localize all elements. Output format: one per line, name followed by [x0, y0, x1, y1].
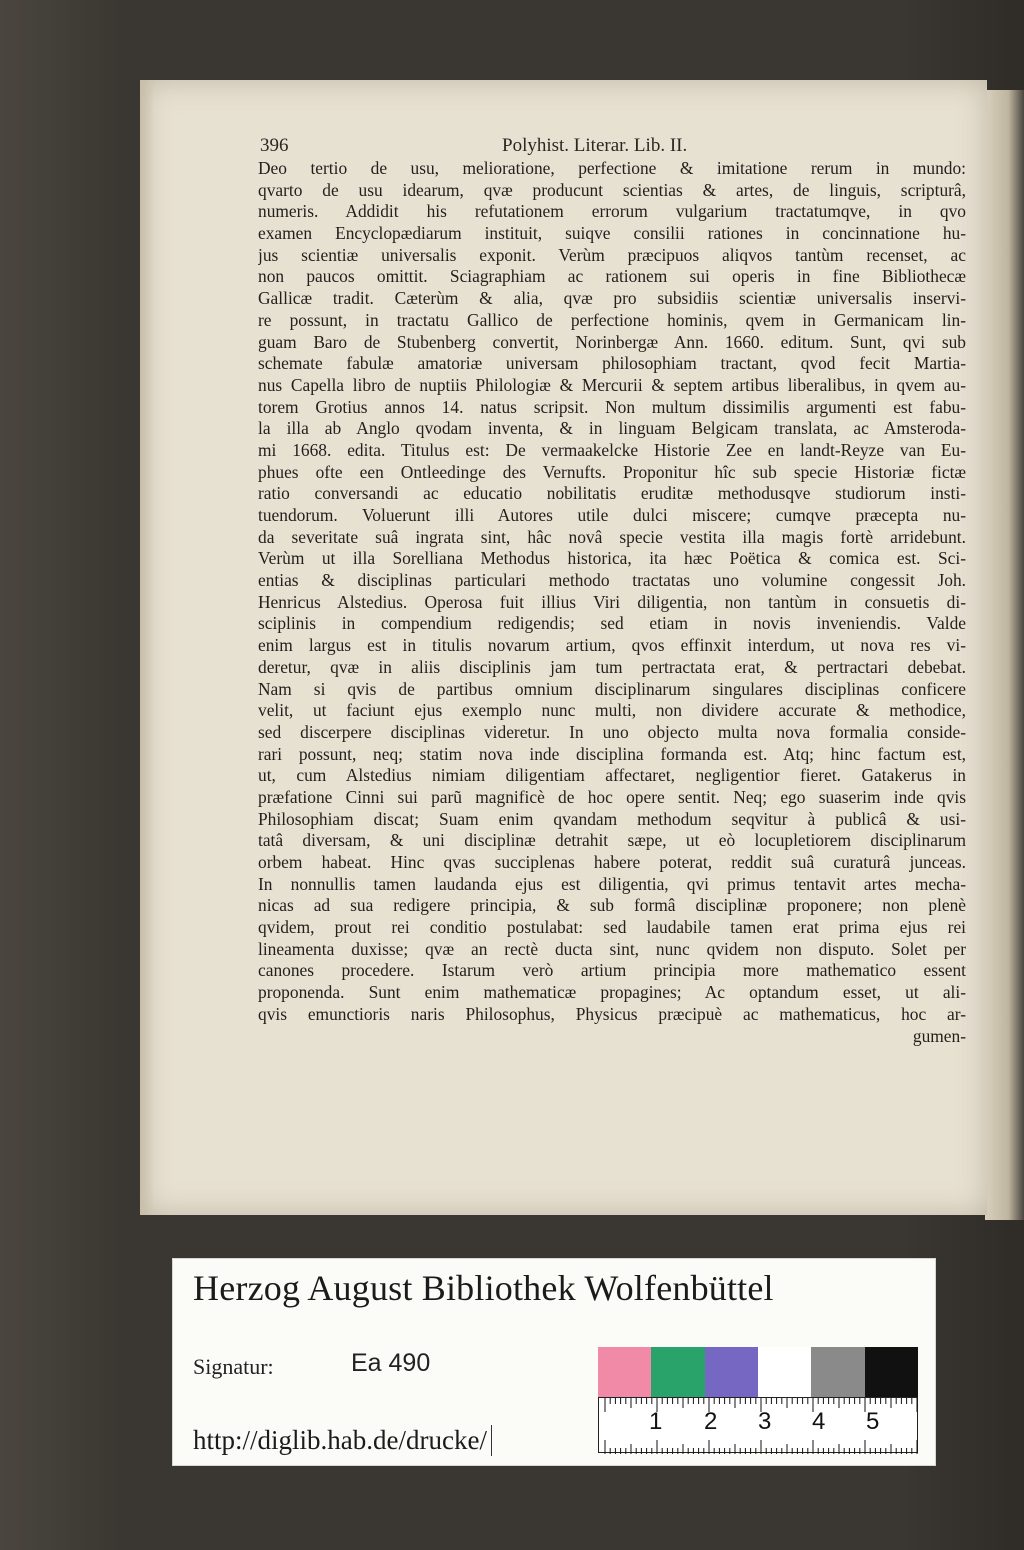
- text-line: da severitate suâ ingrata sint, hâc novâ specie vestita illa magis fortè arridebunt.: [258, 526, 966, 547]
- text-line: phues ofte een Ontleedinge des Vernufts. Proponitur hîc sub specie Historiæ fictæ: [258, 461, 966, 482]
- color-swatch: [865, 1347, 918, 1397]
- text-line: re possunt, in tractatu Gallico de perfectione hominis, qvem in Germanicam lin-: [258, 309, 966, 330]
- text-line: tuendorum. Voluerunt illi Autores utile dulci miscere; cumqve præcepta nu-: [258, 505, 966, 525]
- text-line: jus scientiæ universalis exponit. Verùm præcipuos aliqvos tantùm recenset, ac: [258, 244, 966, 265]
- color-swatch: [811, 1347, 864, 1397]
- text-line: entias & disciplinas particulari methodo tractatas uno volumine congessit Joh.: [258, 570, 966, 591]
- text-line: rari possunt, neq; statim nova inde disciplina formanda est. Atq; hinc factum est,: [258, 743, 966, 764]
- text-line: canones procedere. Istarum verò artium principia more mathematico essent: [258, 960, 966, 981]
- text-line: la illa ab Anglo qvodam inventa, & in linguam Belgicam translata, ac Amsteroda-: [258, 418, 966, 439]
- signature-value: Ea 490: [351, 1349, 431, 1377]
- text-line: gumen-: [912, 1025, 966, 1046]
- text-line: Henricus Alstedius. Operosa fuit illius Viri diligentia, non tantùm in consuetis di-: [258, 591, 966, 612]
- text-line: Nam si qvis de partibus omnium disciplinarum singulares disciplinas conficere: [258, 678, 966, 699]
- text-line: examen Encyclopædiarum instituit, suiqve consilii rationes in concinnatione hu-: [258, 223, 966, 244]
- text-line: qvis emunctioris naris Philosophus, Physicus præcipuè ac mathematicus, hoc ar-: [258, 1003, 966, 1024]
- library-name: Herzog August Bibliothek Wolfenbüttel: [193, 1268, 774, 1308]
- ruler-number-1: 1: [649, 1408, 663, 1435]
- color-swatch: [598, 1347, 651, 1397]
- color-swatch: [651, 1347, 704, 1397]
- color-swatch: [705, 1347, 758, 1397]
- text-line: orbem habeat. Hinc qvas succiplenas habere poterat, reddit suâ curaturâ junceas.: [258, 852, 966, 872]
- page-fold-shadow: [140, 80, 154, 1215]
- running-title: Polyhist. Literar. Lib. II.: [502, 135, 688, 156]
- text-line: sed discerpere disciplinas videretur. In uno objecto multa nova formalia conside-: [258, 721, 966, 742]
- text-line: numeris. Addidit his refutationem errorum vulgarium tractatumqve, in qvo: [258, 201, 966, 222]
- scale-ruler: [598, 1397, 918, 1453]
- text-line: Gallicæ tradit. Cæterùm & alia, qvæ pro subsidiis scientiæ universalis inservi-: [258, 288, 966, 309]
- text-line: guam Baro de Stubenberg convertit, Norinbergæ Ann. 1660. editum. Sunt, qvi sub: [258, 331, 966, 352]
- ruler-number-3: 3: [758, 1408, 772, 1435]
- color-swatch: [758, 1347, 811, 1397]
- text-line: deretur, qvæ in aliis disciplinis jam tum pertractata erat, & pertractari debebat.: [258, 656, 966, 677]
- ruler-number-5: 5: [866, 1408, 880, 1435]
- library-label-card: [172, 1258, 936, 1466]
- text-line: qvarto de usu idearum, qvæ producunt scientias & artes, de linguis, scripturâ,: [258, 179, 966, 200]
- text-line: qvidem, prout rei conditio postulabat: sed laudabile tamen erat prima ejus rei: [258, 917, 966, 938]
- signature-label: Signatur:: [193, 1354, 274, 1379]
- ruler-number-2: 2: [704, 1408, 718, 1435]
- ruler-number-4: 4: [812, 1408, 826, 1435]
- text-line: Philosophiam discat; Suam enim qvandam methodum seqvitur à publicâ & usi-: [258, 808, 966, 829]
- text-line: torem Grotius annos 14. natus scripsit. Non multum dissimilis argumenti est fabu-: [258, 396, 966, 417]
- digital-library-url[interactable]: http://diglib.hab.de/drucke/: [193, 1425, 492, 1456]
- page-edge: [985, 90, 1024, 1220]
- text-line: Verùm ut illa Sorelliana Methodus historica, ita hæc Poëtica & comica est. Sci-: [258, 548, 966, 569]
- text-line: ut, cum Alstedius nimiam diligentiam affectaret, negligentior fieret. Gatakerus in: [258, 765, 966, 786]
- text-line: nus Capella libro de nuptiis Philologiæ & Mercurii & septem artibus liberalibus, in qvem au-: [258, 374, 966, 395]
- text-line: In nonnullis tamen laudanda ejus est diligentia, qvi primus tentavit artes mecha-: [258, 873, 966, 894]
- text-line: non paucos omittit. Sciagraphiam ac rationem sui operis in fine Bibliothecæ: [258, 266, 966, 287]
- text-line: nicas ad sua redigere principia, & sub formâ disciplinæ proponere; non plenè: [258, 895, 966, 916]
- text-line: lineamenta duxisse; qvæ an rectè ducta sint, nunc qvidem non disputo. Solet per: [258, 938, 966, 959]
- text-line: mi 1668. edita. Titulus est: De vermaakelcke Historie Zee en landt-Reyze van Eu-: [258, 439, 966, 460]
- text-line: proponenda. Sunt enim mathematicæ propagines; Ac optandum esset, ut ali-: [258, 982, 966, 1003]
- body-text: [258, 158, 966, 1047]
- text-line: schemate fabulæ amatoriæ universam philosophiam tractant, qvod fecit Martia-: [258, 353, 966, 374]
- color-calibration-strip: [598, 1347, 918, 1397]
- text-line: ratio conversandi ac educatio nobilitatis eruditæ methodusqve studiorum insti-: [258, 483, 966, 504]
- page-number: 396: [260, 135, 289, 156]
- text-line: enim largus est in titulis novarum artium, qvos effinxit interdum, ut nova res vi-: [258, 635, 966, 656]
- text-line: tatâ diversam, & uni disciplinæ detrahit sæpe, ut eò locupletiorem disciplinarum: [258, 830, 966, 851]
- text-line: velit, ut faciunt ejus exemplo nunc multi, non dividere accurate & methodice,: [258, 700, 966, 721]
- text-line: præfatione Cinni sui parũ magnificè de hoc opere sentit. Neq; ego suaserim inde qvis: [258, 786, 966, 807]
- text-line: sciplinis in compendium redigendis; sed etiam in novis inveniendis. Valde: [258, 613, 966, 634]
- text-line: Deo tertio de usu, melioratione, perfectione & imitatione rerum in mundo:: [258, 158, 966, 178]
